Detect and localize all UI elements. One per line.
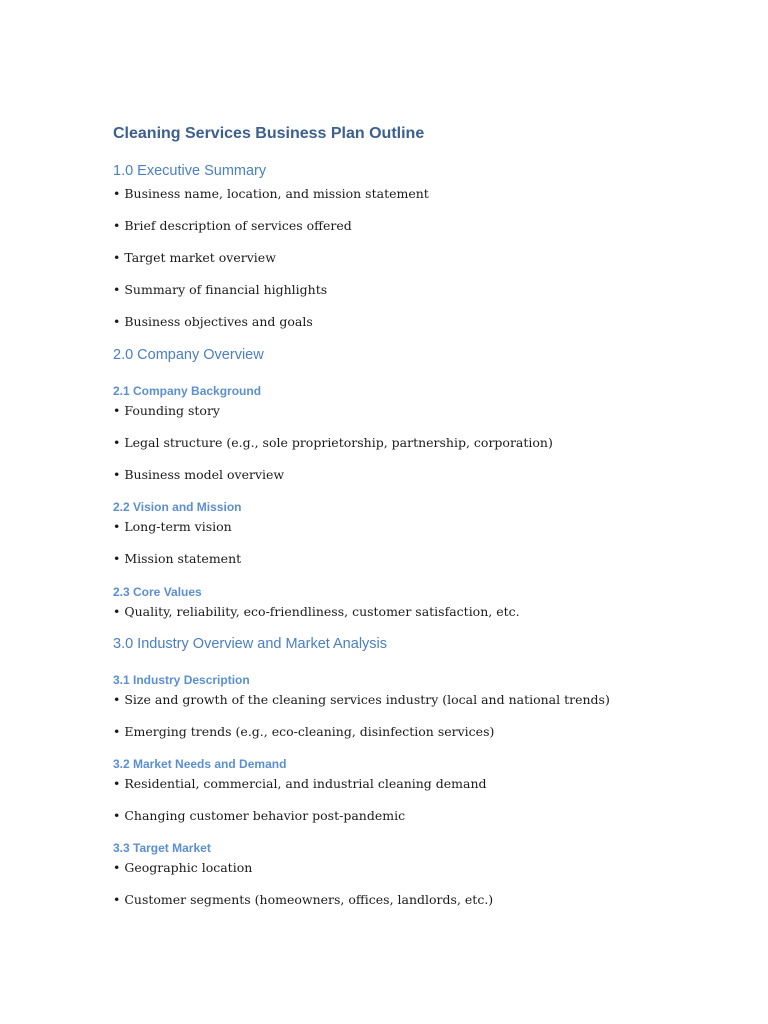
list-item: • Summary of financial highlights (113, 282, 328, 297)
list-item: • Changing customer behavior post-pandemic (113, 808, 406, 823)
heading-industry-overview: 3.0 Industry Overview and Market Analysis (113, 636, 388, 652)
list-item: • Emerging trends (e.g., eco-cleaning, disinfection services) (113, 724, 495, 739)
heading-executive-summary: 1.0 Executive Summary (113, 163, 267, 179)
list-item: • Business objectives and goals (113, 314, 313, 329)
list-item: • Business model overview (113, 467, 285, 482)
list-item: • Residential, commercial, and industrial cleaning demand (113, 776, 487, 791)
list-item: • Brief description of services offered (113, 218, 352, 233)
list-item: • Mission statement (113, 551, 242, 566)
heading-core-values: 2.3 Core Values (113, 585, 202, 599)
list-item: • Legal structure (e.g., sole proprietorship, partnership, corporation) (113, 435, 553, 450)
heading-company-overview: 2.0 Company Overview (113, 347, 264, 363)
document-title: Cleaning Services Business Plan Outline (113, 125, 425, 142)
heading-target-market: 3.3 Target Market (113, 841, 211, 855)
list-item: • Founding story (113, 403, 220, 418)
list-item: • Size and growth of the cleaning services industry (local and national trends) (113, 692, 610, 707)
list-item: • Long-term vision (113, 519, 232, 534)
list-item: • Business name, location, and mission statement (113, 186, 429, 201)
list-item: • Quality, reliability, eco-friendliness, customer satisfaction, etc. (113, 604, 520, 619)
list-item: • Target market overview (113, 250, 276, 265)
heading-vision-and-mission: 2.2 Vision and Mission (113, 500, 242, 514)
heading-company-background: 2.1 Company Background (113, 384, 262, 398)
list-item: • Geographic location (113, 860, 253, 875)
heading-market-needs: 3.2 Market Needs and Demand (113, 757, 287, 771)
list-item: • Customer segments (homeowners, offices, landlords, etc.) (113, 892, 494, 907)
heading-industry-description: 3.1 Industry Description (113, 673, 250, 687)
